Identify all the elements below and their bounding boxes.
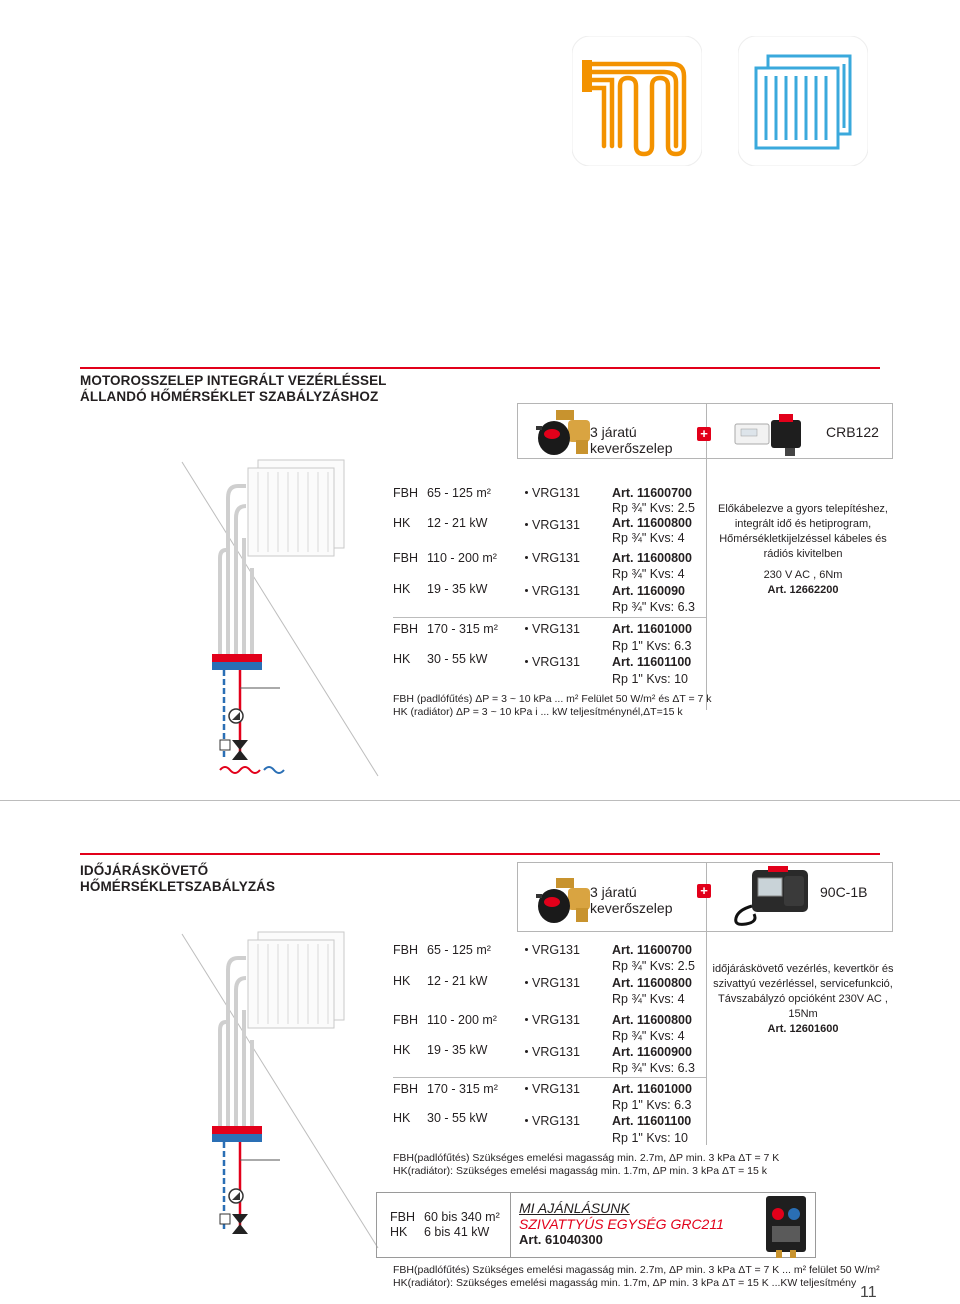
s1-row-6-art: Art. 11601100: [612, 655, 692, 669]
s2-row-2-art: Art. 11600800: [612, 976, 692, 990]
s1-row-4-art: Art. 1160090: [612, 584, 685, 598]
rec-type-hk: HK: [390, 1225, 408, 1239]
s2-controller-description: időjáráskövető vezérlés, kevertkör és szivattyú vezérléssel, servicefunkció, Távszabályzó opcióként 230V AC , 15Nm Art. 12601600: [712, 963, 894, 1035]
radiator-icon: [738, 36, 868, 166]
s1-row-4-spec: Rp ¾" Kvs: 6.3: [612, 600, 695, 614]
s1-row-3-spec: Rp ¾" Kvs: 4: [612, 567, 685, 581]
controller-crb122-image: [733, 414, 805, 458]
controller-90c1b-image: [728, 866, 812, 928]
s1-row-2-art: Art. 11600800: [612, 516, 692, 530]
s1-row-2-range: 12 - 21 kW: [427, 516, 488, 530]
s1-row-1-range: 65 - 125 m²: [427, 486, 491, 500]
s2-row-6-type: HK: [393, 1111, 411, 1125]
s1-note-2: HK (radiátor) ΔP = 3 ~ 10 kPa i ... kW teljesítménynél,ΔT=15 k: [393, 706, 683, 718]
s2-row-5-art: Art. 11601000: [612, 1082, 692, 1096]
s2-row-2-type: HK: [393, 974, 411, 988]
s2-row-3-range: 110 - 200 m²: [427, 1013, 497, 1027]
s1-row-6-type: HK: [393, 652, 411, 666]
s2-note-1: FBH(padlófűtés) Szükséges emelési magasság min. 2.7m, ΔP min. 3 kPa ΔT = 7 K: [393, 1152, 780, 1164]
s2-row-1-art: Art. 11600700: [612, 943, 692, 957]
s1-row-5-art: Art. 11601000: [612, 622, 692, 636]
s2-row-2-spec: Rp ¾" Kvs: 4: [612, 992, 685, 1006]
s2-row-1-spec: Rp ¾" Kvs: 2.5: [612, 959, 695, 973]
plus-icon-2: +: [697, 884, 711, 898]
s1-note-1: FBH (padlófűtés) ΔP = 3 ~ 10 kPa ... m² Felület 50 W/m² és ΔT = 7 k: [393, 693, 712, 705]
section1-schematic: [180, 458, 380, 778]
s1-row-4-type: HK: [393, 582, 411, 596]
s2-note-4: HK(radiátor): Szükséges emelési magasság min. 1.7m, ΔP min. 3 kPa ΔT = 15 K ...KW teljesítmény: [393, 1277, 857, 1289]
s2-row-1-type: FBH: [393, 943, 418, 957]
s2-row-3-type: FBH: [393, 1013, 418, 1027]
s1-row-3-type: FBH: [393, 551, 418, 565]
s1-row-5-range: 170 - 315 m²: [427, 622, 498, 636]
s1-row-4-range: 19 - 35 kW: [427, 582, 488, 596]
s2-row-2-range: 12 - 21 kW: [427, 974, 488, 988]
s1-row-6-range: 30 - 55 kW: [427, 652, 488, 666]
s2-row-1-range: 65 - 125 m²: [427, 943, 491, 957]
s2-row-6-range: 30 - 55 kW: [427, 1111, 488, 1125]
rec-art: Art. 61040300: [519, 1232, 603, 1247]
section1-title: MOTOROSSZELEP INTEGRÁLT VEZÉRLÉSSEL ÁLLANDÓ HŐMÉRSÉKLET SZABÁLYZÁSHOZ: [80, 373, 387, 404]
s2-row-4-model: VRG131: [525, 1045, 580, 1060]
s2-row-4-range: 19 - 35 kW: [427, 1043, 488, 1057]
underfloor-heating-icon: [572, 36, 702, 166]
s1-row-2-model: VRG131: [525, 518, 580, 533]
s1-row-2-spec: Rp ¾" Kvs: 4: [612, 531, 685, 545]
rec-type-fbh: FBH: [390, 1210, 415, 1224]
s2-row-4-art: Art. 11600900: [612, 1045, 692, 1059]
s1-row-6-model: VRG131: [525, 655, 580, 670]
s1-row-5-spec: Rp 1" Kvs: 6.3: [612, 639, 692, 653]
section2-title: IDŐJÁRÁSKÖVETŐ HŐMÉRSÉKLETSZABÁLYZÁS: [80, 863, 276, 894]
valve-label-2: 3 járatú keverőszelep: [590, 884, 673, 916]
page-number: 11: [860, 1284, 877, 1301]
s1-row-6-spec: Rp 1" Kvs: 10: [612, 672, 689, 686]
s2-row-2-model: VRG131: [525, 976, 580, 991]
s1-row-4-model: VRG131: [525, 584, 580, 599]
s1-row-5-model: VRG131: [525, 622, 580, 637]
plus-icon: +: [697, 427, 711, 441]
s2-row-6-model: VRG131: [525, 1114, 580, 1129]
valve-label: 3 járatú keverőszelep: [590, 424, 673, 456]
rec-subtitle: SZIVATTYÚS EGYSÉG GRC211: [519, 1216, 724, 1232]
s1-row-1-art: Art. 11600700: [612, 486, 692, 500]
rec-range-fbh: 60 bis 340 m²: [424, 1210, 500, 1224]
s2-row-5-spec: Rp 1" Kvs: 6.3: [612, 1098, 692, 1112]
s1-row-1-spec: Rp ¾" Kvs: 2.5: [612, 501, 695, 515]
pump-unit-image: [758, 1192, 814, 1258]
s1-row-3-art: Art. 11600800: [612, 551, 692, 565]
s2-row-5-type: FBH: [393, 1082, 418, 1096]
s2-row-5-range: 170 - 315 m²: [427, 1082, 498, 1096]
s1-row-1-type: FBH: [393, 486, 418, 500]
s2-row-3-spec: Rp ¾" Kvs: 4: [612, 1029, 685, 1043]
s2-row-5-model: VRG131: [525, 1082, 580, 1097]
s1-row-3-model: VRG131: [525, 551, 580, 566]
s1-row-1-model: VRG131: [525, 486, 580, 501]
controller-name-2: 90C-1B: [820, 884, 868, 900]
s2-row-4-spec: Rp ¾" Kvs: 6.3: [612, 1061, 695, 1075]
s2-row-1-model: VRG131: [525, 943, 580, 958]
s1-row-3-range: 110 - 200 m²: [427, 551, 497, 565]
s2-note-3: FBH(padlófűtés) Szükséges emelési magasság min. 2.7m, ΔP min. 3 kPa ΔT = 7 K ... m² felület 50 W/m²: [393, 1264, 880, 1276]
s2-note-2: HK(radiátor): Szükséges emelési magasság min. 1.7m, ΔP min. 3 kPa ΔT = 15 k: [393, 1165, 768, 1177]
s2-row-4-type: HK: [393, 1043, 411, 1057]
s2-row-3-model: VRG131: [525, 1013, 580, 1028]
section2-schematic: [180, 930, 380, 1250]
s2-row-6-spec: Rp 1" Kvs: 10: [612, 1131, 689, 1145]
controller-name: CRB122: [826, 424, 879, 440]
mixing-valve-image: [530, 408, 592, 458]
s2-row-3-art: Art. 11600800: [612, 1013, 692, 1027]
section2-top-rule: [80, 853, 880, 855]
s2-row-6-art: Art. 11601100: [612, 1114, 692, 1128]
rec-range-hk: 6 bis 41 kW: [424, 1225, 490, 1239]
rec-title: MI AJÁNLÁSUNK: [519, 1200, 630, 1216]
section1-top-rule: [80, 367, 880, 369]
s1-row-2-type: HK: [393, 516, 411, 530]
mixing-valve-image-2: [530, 876, 592, 926]
s1-controller-description: Előkábelezve a gyors telepítéshez, integrált idő és hetiprogram, Hőmérsékletkijelzéssel kábeles és rádiós kivitelben 230 V AC , 6Nm Art. 12662200: [718, 503, 888, 596]
s1-row-5-type: FBH: [393, 622, 418, 636]
